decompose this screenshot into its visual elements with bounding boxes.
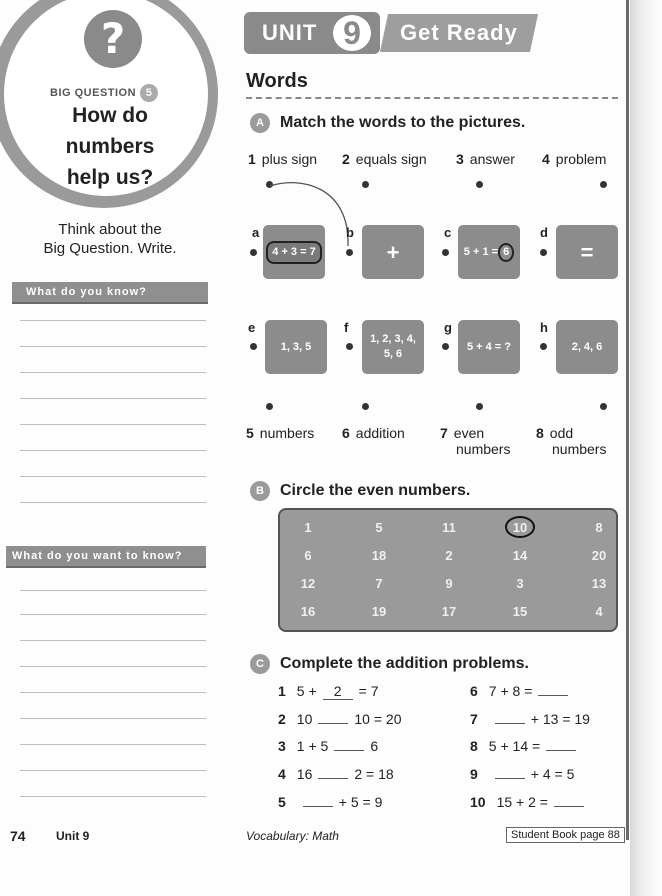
addition-problem [470,794,593,810]
think-line-2: Big Question. Write. [43,240,177,257]
write-line[interactable] [20,450,206,451]
answer-blank[interactable] [554,806,584,807]
picture-letter-g: g [444,320,452,335]
word-num: 7 [440,425,448,441]
write-line[interactable] [20,718,206,719]
word-num: 6 [342,425,350,441]
problem-number: 6 [470,683,478,699]
match-dot[interactable] [250,249,257,256]
banner-what-do-you-want-to-know: What do you want to know? [6,546,206,566]
word-item-7 [440,425,510,457]
answer-blank[interactable] [318,778,348,779]
think-prompt [10,220,210,258]
write-line[interactable] [20,666,206,667]
word-num: 3 [456,151,464,167]
book-spine [630,0,662,896]
addition-problem [278,711,404,727]
problem-left: 5 + [296,683,317,699]
picture-e-tile: 1, 3, 5 [265,320,327,374]
think-line-1: Think about the [58,221,162,238]
picture-letter-d: d [540,225,548,240]
grid-number[interactable]: 17 [441,604,457,619]
write-line[interactable] [20,372,206,373]
write-line[interactable] [20,590,206,591]
get-ready-banner [380,14,538,52]
page-number: 74 [10,828,26,844]
footer-vocabulary: Vocabulary: Math [246,829,339,843]
section-a-badge: A [250,113,270,133]
word-text: even [453,425,485,441]
picture-c-label: 5 + 1 = [463,245,499,258]
match-dot[interactable] [476,181,483,188]
word-text: odd [549,425,574,441]
addition-problem [278,738,381,754]
match-dot[interactable] [362,181,369,188]
write-line[interactable] [20,692,206,693]
picture-d-tile: = [556,225,618,279]
problem-number: 8 [470,738,478,754]
word-num: 4 [542,151,550,167]
addition-problem [278,766,397,782]
dashed-divider [246,97,618,99]
grid-number[interactable]: 10 [512,520,528,535]
match-dot[interactable] [476,403,483,410]
write-line[interactable] [20,398,206,399]
problem-number: 9 [470,766,478,782]
word-item-5 [246,425,314,441]
answer-blank[interactable] [546,750,576,751]
write-line[interactable] [20,502,206,503]
match-dot[interactable] [346,343,353,350]
answer-blank[interactable] [495,778,525,779]
write-line[interactable] [20,796,206,797]
problem-right: 6 [370,738,379,754]
page-edge [626,0,629,840]
write-line[interactable] [20,346,206,347]
problem-right: 2 = 18 [354,766,394,782]
big-question-number: 5 [140,84,158,102]
problem-number: 3 [278,738,286,754]
section-c-instruction: Complete the addition problems. [280,655,529,672]
match-dot[interactable] [600,181,607,188]
picture-letter-c: c [444,225,452,240]
problem-left: 16 [296,766,313,782]
addition-problem [278,794,385,810]
grid-number[interactable]: 8 [595,520,603,535]
word-text: plus sign [261,151,318,167]
picture-letter-a: a [252,225,260,240]
problem-left: 7 + 8 = [488,683,533,699]
write-line[interactable] [20,614,206,615]
picture-f-label-1: 1, 2, 3, 4, [370,333,416,345]
bq-line-2: numbers [65,135,155,158]
grid-number[interactable]: 9 [445,576,453,591]
answer-blank[interactable] [495,723,525,724]
problem-left: 5 + 14 = [488,738,541,754]
unit-number: 9 [330,12,374,54]
addition-problem [470,766,577,782]
grid-number[interactable]: 2 [445,548,453,563]
word-text: problem [555,151,607,167]
word-text-2: numbers [552,441,607,457]
word-item-4 [542,151,606,167]
word-item-3 [456,151,515,167]
write-line[interactable] [20,744,206,745]
answer-blank[interactable] [318,723,348,724]
grid-number[interactable]: 4 [595,604,603,619]
answer-blank[interactable]: 2 [323,683,353,700]
addition-problem [470,711,593,727]
grid-number[interactable]: 13 [591,576,607,591]
problem-left: 1 + 5 [296,738,329,754]
word-text: numbers [259,425,315,441]
problem-left: 15 + 2 = [496,794,548,810]
write-line[interactable] [20,424,206,425]
word-text: addition [355,425,405,441]
word-num: 5 [246,425,254,441]
grid-number[interactable]: 7 [375,576,383,591]
word-item-6 [342,425,405,441]
word-num: 8 [536,425,544,441]
grid-number[interactable]: 20 [591,548,607,563]
section-b-badge: B [250,481,270,501]
picture-letter-b: b [346,225,354,240]
word-num: 1 [248,151,256,167]
picture-b-tile: + [362,225,424,279]
addition-problem [470,738,585,754]
unit-word: UNIT [262,20,318,45]
addition-problem [470,683,577,699]
picture-letter-h: h [540,320,548,335]
picture-f-tile [362,320,424,374]
picture-h-tile: 2, 4, 6 [556,320,618,374]
bq-line-3: help us? [66,166,154,189]
match-dot[interactable] [362,403,369,410]
banner-what-do-you-know: What do you know? [12,282,208,302]
grid-number[interactable]: 3 [516,576,524,591]
word-item-1 [248,151,317,167]
grid-number[interactable]: 12 [300,576,316,591]
get-ready-text: Get Ready [400,20,518,45]
problem-right: + 5 = 9 [338,794,383,810]
match-dot[interactable] [540,249,547,256]
grid-number[interactable]: 18 [371,548,387,563]
section-b-instruction: Circle the even numbers. [280,482,471,499]
write-line[interactable] [20,640,206,641]
word-item-2 [342,151,427,167]
match-dot[interactable] [600,403,607,410]
write-line[interactable] [20,476,206,477]
problem-number: 7 [470,711,478,727]
big-question-title [40,100,180,193]
grid-number[interactable]: 19 [371,604,387,619]
grid-number[interactable]: 16 [300,604,316,619]
write-line[interactable] [20,770,206,771]
word-text-2: numbers [456,441,511,457]
grid-number[interactable]: 11 [442,520,456,535]
problem-right: 10 = 20 [354,711,402,727]
match-dot[interactable] [540,343,547,350]
picture-a-label: 4 + 3 = 7 [266,241,321,264]
grid-number[interactable]: 5 [375,520,383,535]
problem-left: 10 [296,711,313,727]
bq-line-1: How do [72,104,148,127]
section-c-badge: C [250,654,270,674]
problem-number: 2 [278,711,286,727]
word-text: answer [469,151,515,167]
match-dot[interactable] [250,343,257,350]
student-book-reference: Student Book page 88 [506,827,625,843]
word-num: 2 [342,151,350,167]
problem-number: 1 [278,683,286,699]
footer-unit: Unit 9 [56,829,90,843]
section-a-instruction: Match the words to the pictures. [280,114,526,131]
grid-number[interactable]: 6 [304,548,312,563]
problem-number: 4 [278,766,286,782]
answer-blank[interactable] [303,806,333,807]
picture-g-tile: 5 + 4 = ? [458,320,520,374]
answer-blank[interactable] [538,695,568,696]
match-dot[interactable] [442,249,449,256]
question-mark-icon: ? [84,10,142,68]
big-question-text: BIG QUESTION [50,87,137,99]
word-item-8 [536,425,606,457]
picture-c-answer: 6 [498,243,514,262]
match-dot[interactable] [442,343,449,350]
match-dot[interactable] [266,403,273,410]
picture-letter-e: e [248,320,256,335]
words-heading: Words [246,70,308,92]
write-line[interactable] [20,320,206,321]
answer-blank[interactable] [334,750,364,751]
picture-c-tile [458,225,520,279]
match-dot[interactable] [346,249,353,256]
circle-mark [505,516,535,538]
picture-letter-f: f [344,320,349,335]
grid-number[interactable]: 14 [512,548,528,563]
picture-a-tile [263,225,325,279]
problem-right: + 4 = 5 [530,766,575,782]
addition-problem [278,683,382,700]
grid-number[interactable]: 15 [512,604,528,619]
problem-number: 10 [470,794,486,810]
grid-number[interactable]: 1 [304,520,312,535]
word-text: equals sign [355,151,427,167]
problem-right: + 13 = 19 [530,711,590,727]
problem-right: = 7 [358,683,379,699]
problem-number: 5 [278,794,286,810]
picture-f-label-2: 5, 6 [383,348,403,360]
